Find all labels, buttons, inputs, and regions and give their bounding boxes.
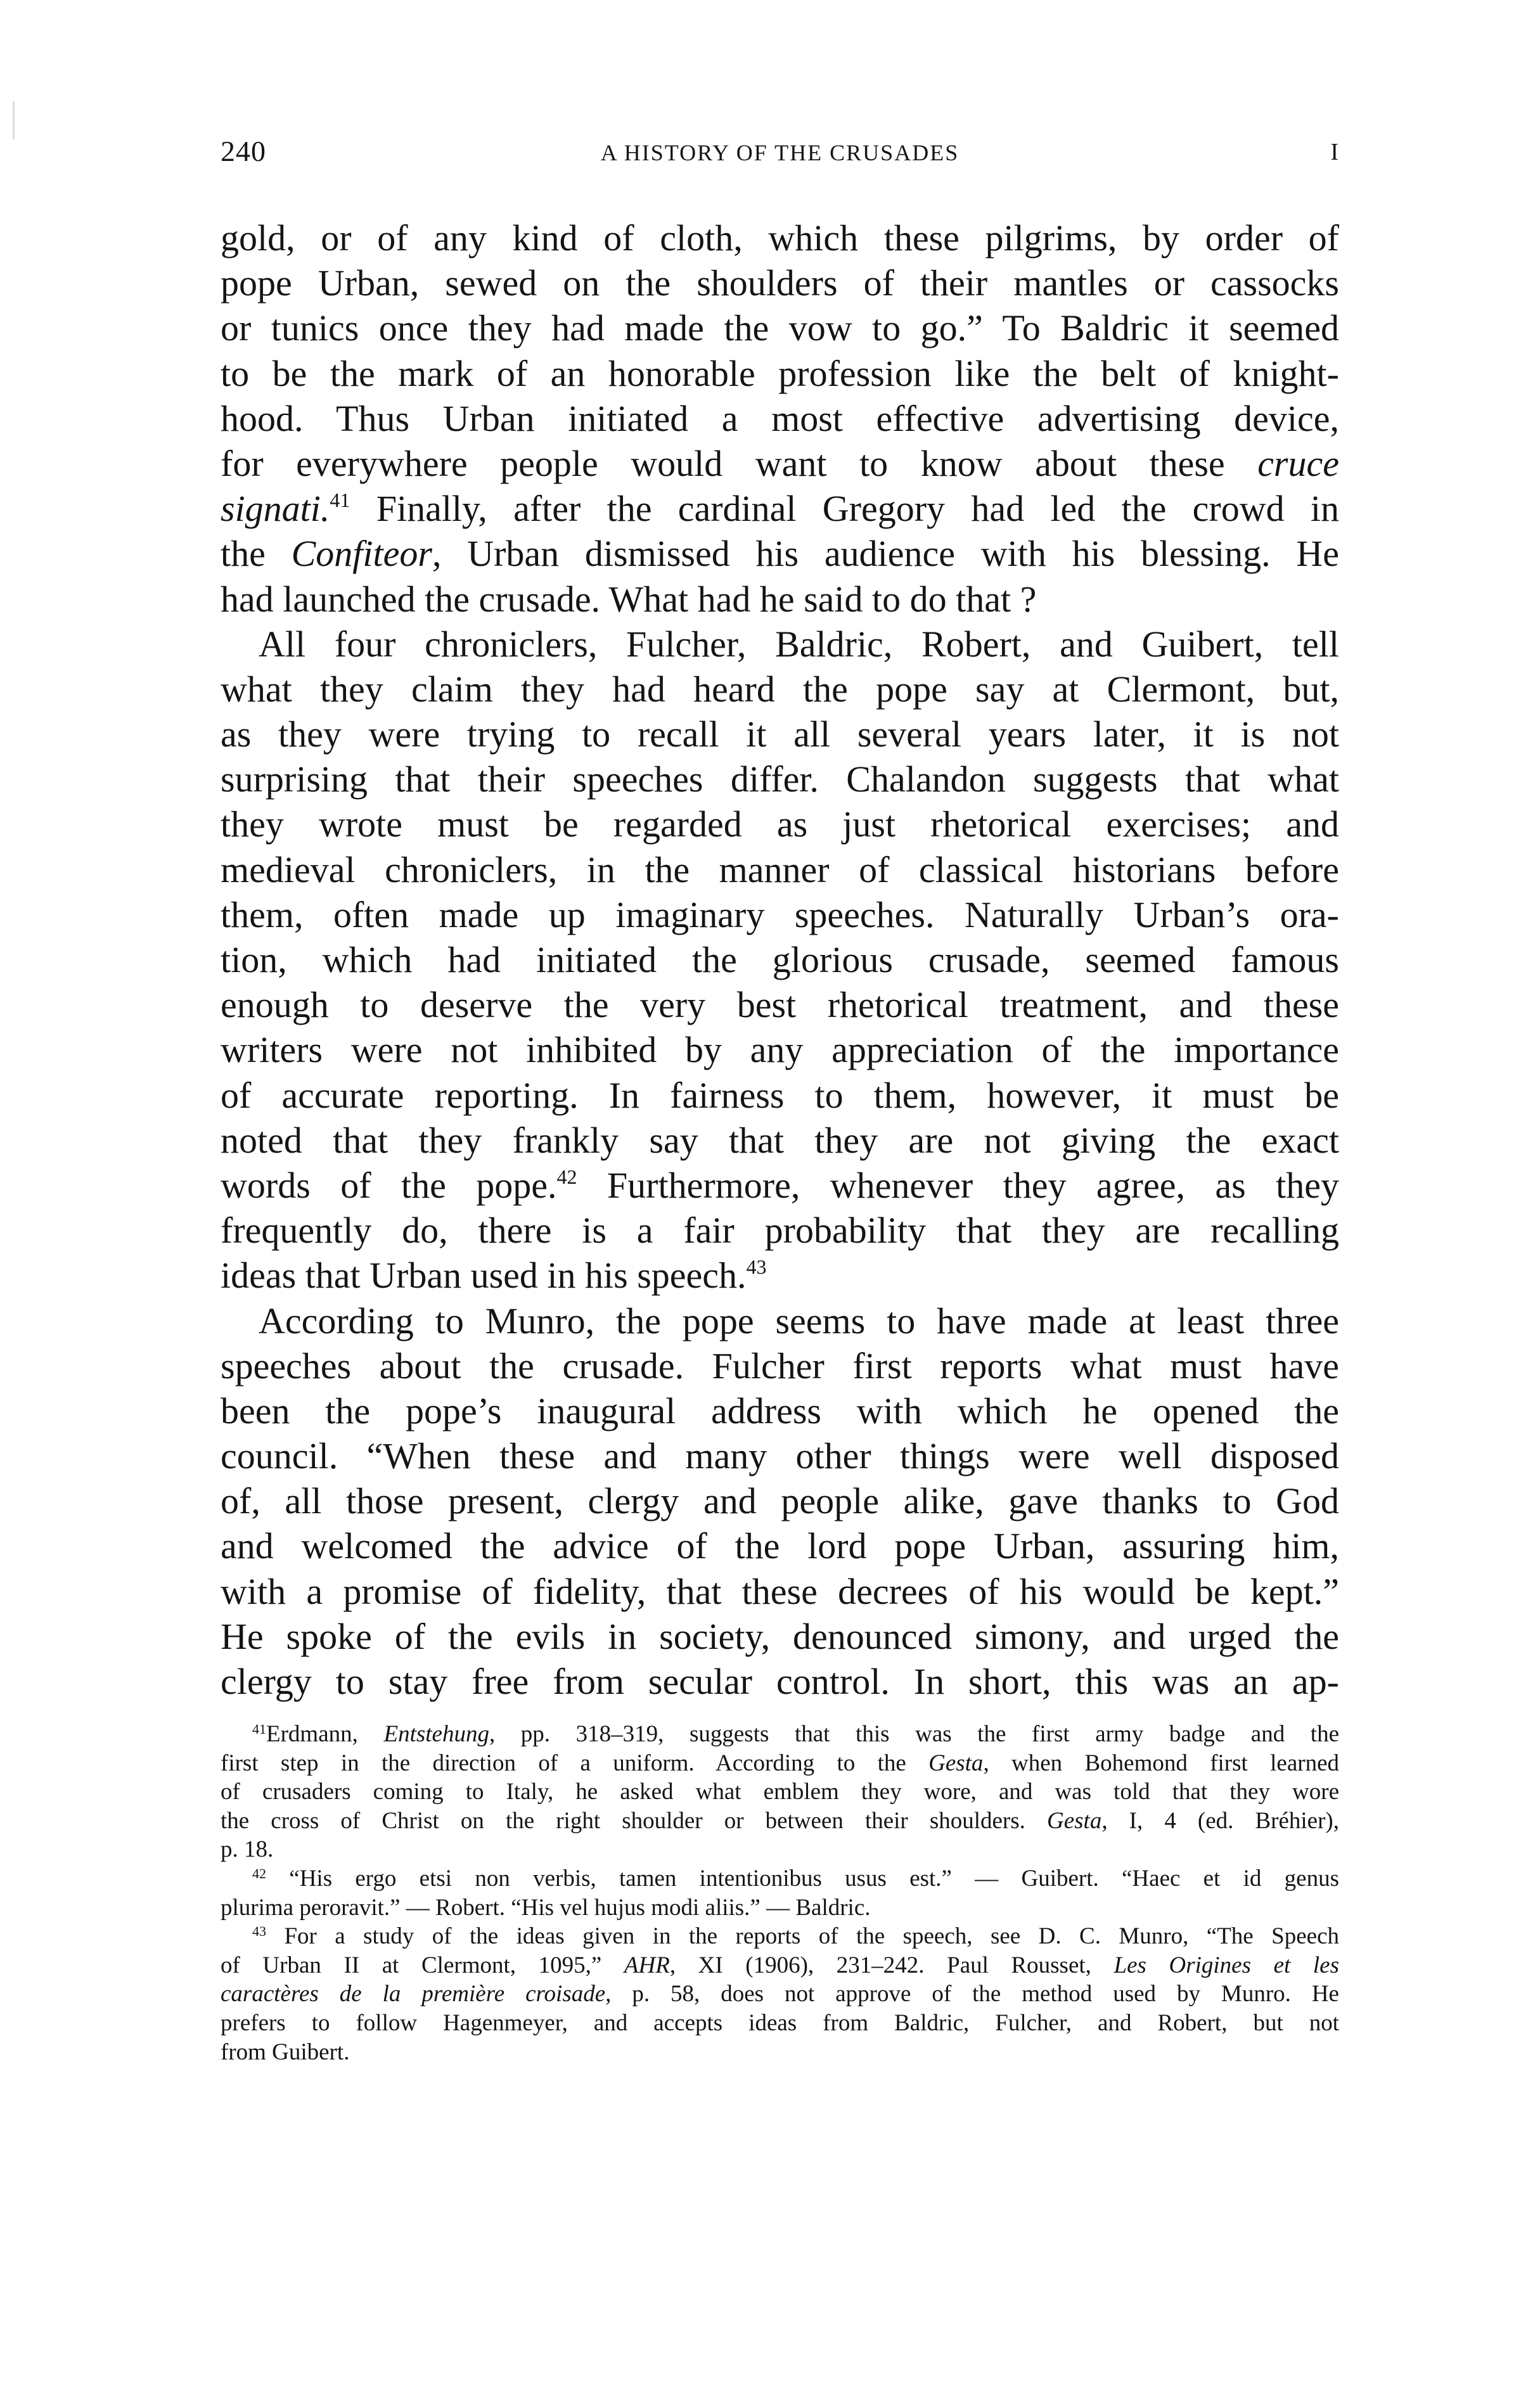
running-title: A HISTORY OF THE CRUSADES bbox=[600, 140, 959, 165]
text-line: or tunics once they had made the vow to go.” To Baldric it seemed bbox=[221, 307, 1339, 349]
text-line: as they were trying to recall it all several years later, it is not bbox=[221, 714, 1339, 755]
footnote-ref-41: 41 bbox=[330, 489, 350, 512]
footnote-42: $^{42}$ “His ergo etsi non verbis, tamen intentionibus usus est.” — Guibert. “Haec et id genus bbox=[252, 1865, 1339, 1892]
footnote-line: of Urban II at Clermont, 1095,” AHR, XI (1906), 231–242. Paul Rousset, Les Origines et les bbox=[221, 1952, 1339, 1978]
text-line: hood. Thus Urban initiated a most effective advertising device, bbox=[221, 397, 1339, 439]
text-line: and welcomed the advice of the lord pope Urban, assuring him, bbox=[221, 1525, 1339, 1567]
text-line: with a promise of fidelity, that these decrees of his would be kept.” bbox=[221, 1570, 1339, 1612]
footnote-ref-43: 43 bbox=[746, 1255, 767, 1279]
text-line: ideas that Urban used in his speech.$^{43}$ bbox=[221, 1255, 767, 1297]
text-line: of, all those present, clergy and people alike, gave thanks to God bbox=[221, 1480, 1339, 1522]
text-line: them, often made up imaginary speeches. Naturally Urban’s ora- bbox=[221, 893, 1339, 935]
page-number: 240 bbox=[221, 135, 266, 167]
footnote-43: $^{43}$ For a study of the ideas given in the reports of the speech, see D. C. Munro, “The Speech bbox=[252, 1923, 1339, 1950]
text-line: All four chroniclers, Fulcher, Baldric, Robert, and Guibert, tell bbox=[259, 623, 1339, 665]
footnote-ref-42: 42 bbox=[556, 1165, 577, 1188]
text-line: the Confiteor, Urban dismissed his audience with his blessing. He bbox=[221, 533, 1339, 575]
text-line: writers were not inhibited by any appreciation of the importance bbox=[221, 1029, 1339, 1071]
volume-number: I bbox=[1330, 139, 1339, 165]
text-line: of accurate reporting. In fairness to them, however, it must be bbox=[221, 1074, 1339, 1116]
text-line: words of the pope.$^{42}$ Furthermore, whenever they agree, as they bbox=[221, 1164, 1339, 1206]
text-line: for everywhere people would want to know about these cruce bbox=[221, 442, 1339, 484]
main-text bbox=[221, 215, 1339, 1704]
text-line: to be the mark of an honorable profession like the belt of knight- bbox=[221, 352, 1339, 394]
text-line: clergy to stay free from secular control. In short, this was an ap- bbox=[221, 1661, 1339, 1702]
footnote-41: $^{41}$Erdmann, Entstehung, pp. 318–319, suggests that this was the first army badge and the bbox=[252, 1721, 1339, 1747]
text-line: noted that they frankly say that they are not giving the exact bbox=[221, 1119, 1339, 1161]
text-line: surprising that their speeches differ. Chalandon suggests that what bbox=[221, 759, 1339, 800]
text-line: been the pope’s inaugural address with which he opened the bbox=[221, 1390, 1339, 1431]
footnote-line: prefers to follow Hagenmeyer, and accepts ideas from Baldric, Fulcher, and Robert, but not bbox=[221, 2009, 1339, 2036]
text-line: According to Munro, the pope seems to have made at least three bbox=[259, 1300, 1339, 1342]
text-line: council. “When these and many other things were well disposed bbox=[221, 1435, 1339, 1477]
text-line: speeches about the crusade. Fulcher first reports what must have bbox=[221, 1345, 1339, 1387]
footnote-line: the cross of Christ on the right shoulder or between their shoulders. Gesta, I, 4 (ed. Bréhier), bbox=[221, 1807, 1339, 1834]
text-line: they wrote must be regarded as just rhetorical exercises; and bbox=[221, 804, 1339, 845]
running-head bbox=[221, 134, 1339, 172]
scan-edge-mark bbox=[13, 101, 15, 139]
footnote-line: caractères de la première croisade, p. 58, does not approve of the method used by Munro. He bbox=[221, 1981, 1339, 2008]
footnote-line: p. 18. bbox=[221, 1836, 274, 1863]
text-line: medieval chroniclers, in the manner of classical historians before bbox=[221, 849, 1339, 890]
text-line: He spoke of the evils in society, denounced simony, and urged the bbox=[221, 1615, 1339, 1657]
text-line: enough to deserve the very best rhetorical treatment, and these bbox=[221, 984, 1339, 1026]
text-line: frequently do, there is a fair probability that they are recalling bbox=[221, 1210, 1339, 1252]
text-line: what they claim they had heard the pope say at Clermont, but, bbox=[221, 668, 1339, 710]
text-line: tion, which had initiated the glorious crusade, seemed famous bbox=[221, 939, 1339, 980]
footnote-line: first step in the direction of a uniform. According to the Gesta, when Bohemond first learned bbox=[221, 1750, 1339, 1776]
footnotes bbox=[221, 1720, 1339, 2066]
text-line: pope Urban, sewed on the shoulders of their mantles or cassocks bbox=[221, 262, 1339, 304]
text-line: gold, or of any kind of cloth, which these pilgrims, by order of bbox=[221, 217, 1339, 259]
text-line: had launched the crusade. What had he said to do that ? bbox=[221, 578, 1037, 620]
footnote-line: plurima peroravit.” — Robert. “His vel hujus modi aliis.” — Baldric. bbox=[221, 1894, 871, 1921]
footnote-line: from Guibert. bbox=[221, 2039, 350, 2065]
footnote-line: of crusaders coming to Italy, he asked what emblem they wore, and was told that they wore bbox=[221, 1779, 1339, 1805]
text-line: signati.$^{41}$ Finally, after the cardinal Gregory had led the crowd in bbox=[221, 488, 1339, 530]
